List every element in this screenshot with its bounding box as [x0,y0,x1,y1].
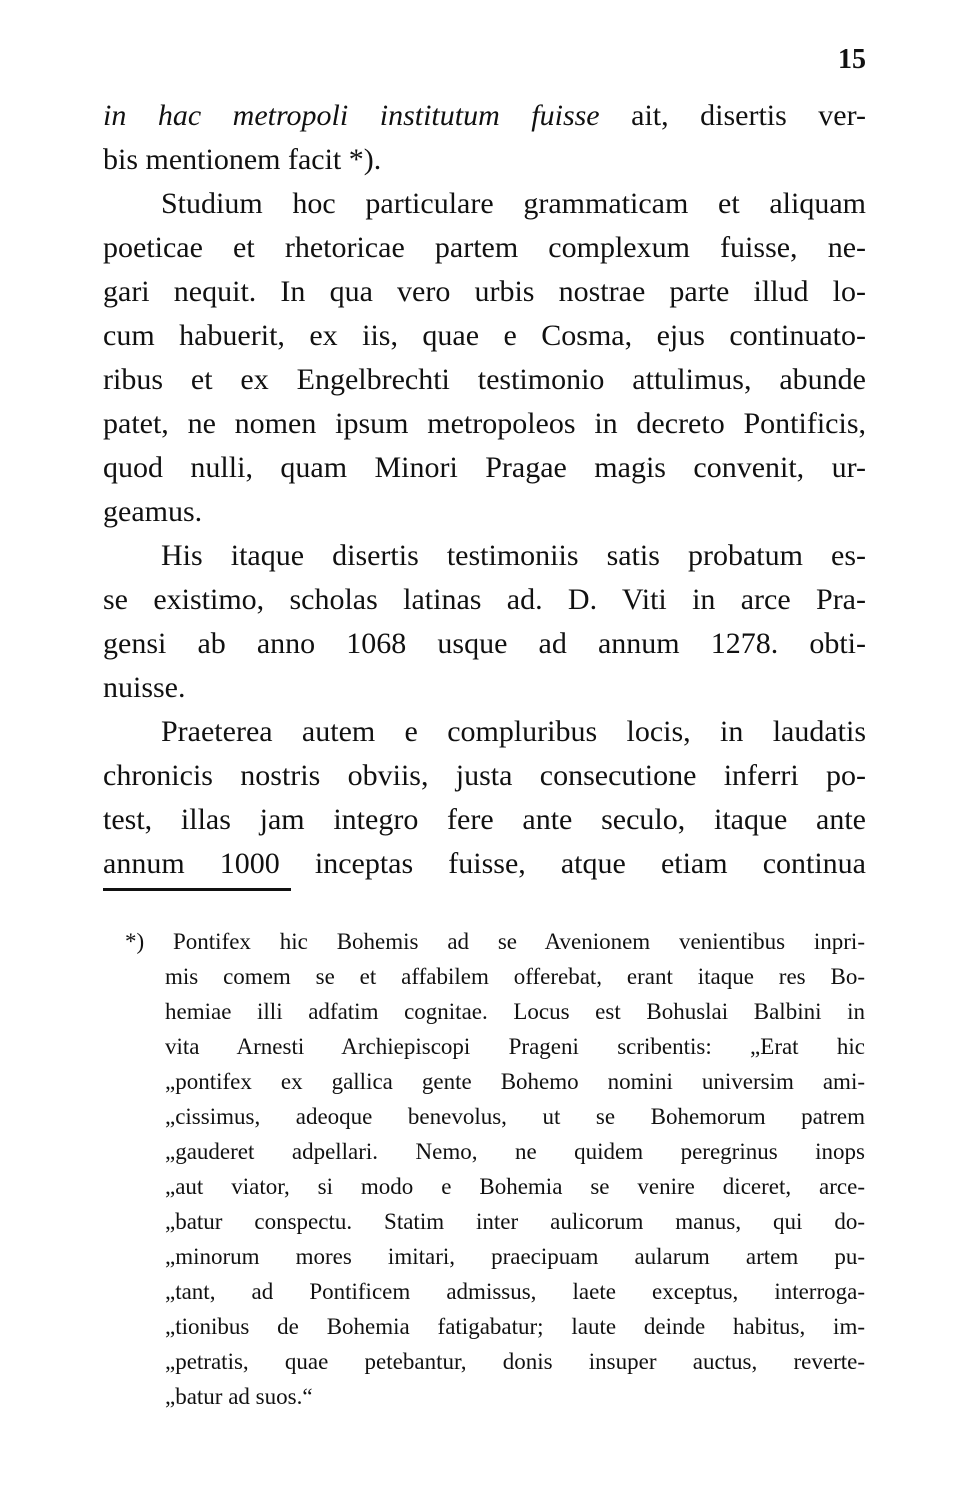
footnote-divider [103,888,291,891]
text-line: bis mentionem facit *). [103,143,382,176]
footnote-line: „batur conspectu. Statim inter aulicorum manus, qui do- [165,1209,865,1234]
footnote-line: „cissimus, adeoque benevolus, ut se Bohemorum patrem [165,1104,865,1129]
text-line: gensi ab anno 1068 usque ad annum 1278. obti- [103,627,866,660]
footnote-line: „gauderet adpellari. Nemo, ne quidem peregrinus inops [165,1139,865,1164]
text-line: geamus. [103,495,203,528]
footnote-line: *) Pontifex hic Bohemis ad se Avenionem venientibus inpri- [125,929,865,954]
footnote-line: „tant, ad Pontificem admissus, laete exceptus, interroga- [165,1279,865,1304]
text-line: nuisse. [103,671,186,704]
footnote-line: „aut viator, si modo e Bohemia se venire diceret, arce- [165,1174,865,1199]
text-line: ribus et ex Engelbrechti testimonio attulimus, abunde [103,363,866,396]
footnote-line: vita Arnesti Archiepiscopi Prageni scribentis: „Erat hic [165,1034,865,1059]
footnote-line: hemiae illi adfatim cognitae. Locus est Bohuslai Balbini in [165,999,865,1024]
footnote-line: „batur ad suos.“ [165,1384,313,1409]
text-line-1-rest: ait, disertis ver- [631,99,866,132]
page-number: 15 [838,44,866,75]
text-line: quod nulli, quam Minori Pragae magis convenit, ur- [103,451,866,484]
text-line: patet, ne nomen ipsum metropoleos in decreto Pontificis, [103,407,866,440]
text-line: His itaque disertis testimoniis satis probatum es- [161,539,866,572]
text-line: se existimo, scholas latinas ad. D. Viti in arce Pra- [103,583,866,616]
italic-phrase: in hac metropoli institutum fuisse [103,99,600,132]
text-line: Studium hoc particulare grammaticam et aliquam [161,187,866,220]
text-line: test, illas jam integro fere ante seculo, itaque ante [103,803,866,836]
text-line: cum habuerit, ex iis, quae e Cosma, ejus continuato- [103,319,866,352]
text-line: annum 1000 inceptas fuisse, atque etiam continua [103,847,866,880]
text-line: gari nequit. In qua vero urbis nostrae parte illud lo- [103,275,866,308]
text-line: Praeterea autem e compluribus locis, in laudatis [161,715,866,748]
main-text [103,94,866,886]
footnote-line: mis comem se et affabilem offerebat, erant itaque res Bo- [165,964,865,989]
footnote-line: „pontifex ex gallica gente Bohemo nomini universim ami- [165,1069,865,1094]
footnote-line: „tionibus de Bohemia fatigabatur; laute deinde habitus, im- [165,1314,865,1339]
text-line: chronicis nostris obviis, justa consecutione inferri po- [103,759,866,792]
footnote [125,924,865,1414]
footnote-line: „minorum mores imitari, praecipuam aularum artem pu- [165,1244,865,1269]
text-line-1 [103,94,866,138]
footnote-line: „petratis, quae petebantur, donis insuper auctus, reverte- [165,1349,865,1374]
text-line: poeticae et rhetoricae partem complexum fuisse, ne- [103,231,866,264]
